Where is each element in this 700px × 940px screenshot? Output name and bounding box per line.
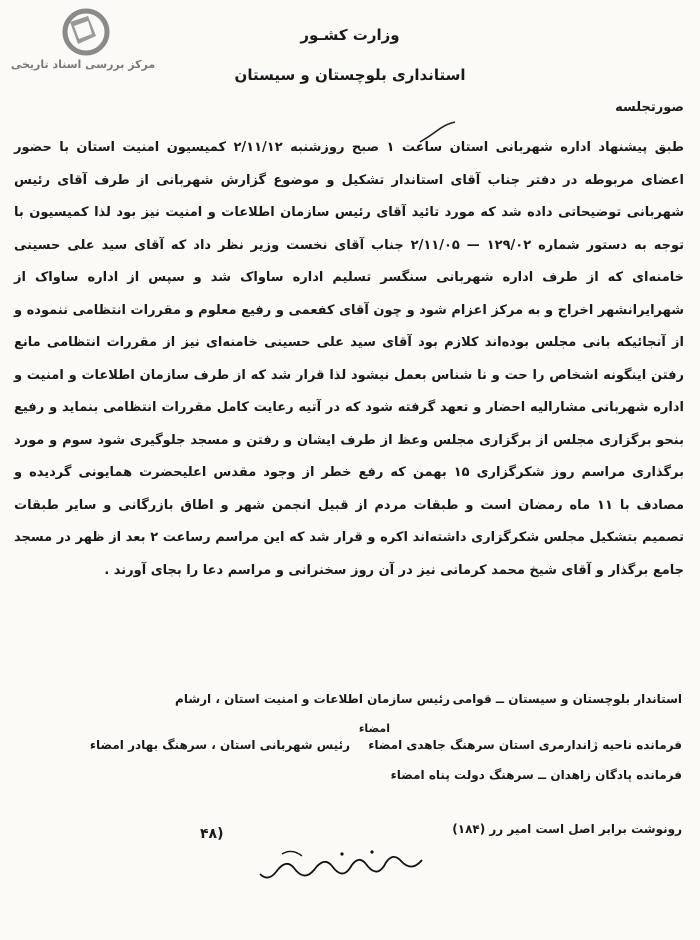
intel-chief-signature-line: رئیس سازمان اطلاعات و امنیت استان ، ارشام (175, 692, 450, 706)
zone-commander-signature-line: فرمانده ناحیه ژاندارمری استان سرهنگ جاهدی امضاء (368, 738, 682, 752)
garrison-commander-signature-line: فرمانده پادگان زاهدان ــ سرهنگ دولت پناه امضاء (390, 768, 682, 782)
minutes-body (14, 132, 684, 587)
watermark-text: مرکز بررسی اسناد تاریخی (10, 58, 156, 71)
governor-signature-line: استاندار بلوچستان و سیستان ــ قوامی (452, 692, 682, 706)
document-number: ۴۸) (200, 826, 224, 842)
signed-mark: امضاء (358, 722, 390, 735)
minutes-paragraph: طبق پیشنهاد اداره شهربانی استان ساعت ۱ صبح روزشنبه ۲/۱۱/۱۲ کمیسیون امنیت استان با حضور اعضای مربوطه در دفتر جناب آقای استاندار تشکیل و موضوع گزارش شهربانی از طرف آقای رئیس شهربانی توضیحاتی داده شد که مورد تائید آقای رئیس سازمان اطلاعات و امنیت نیز بود لذا کمیسیون با توجه به دستور شماره ۱۲۹/۰۲ — ۲/۱۱/۰۵ جناب آقای نخست وزیر نظر داد که آقای سید علی حسینی خامنه‌ای که از طرف اداره شهربانی سنگسر تسلیم اداره ساواک شد و سپس از اداره ساواک از شهرایرانشهر اخراج و به مرکز اعزام شود و چون آقای کفعمی و رفیع معلوم و مقررات انتظامی ننموده و از آنجائیکه بانی مجلس بوده‌اند کلازم بود آقای سید علی حسینی خامنه‌ای نیز از مقررات انتظامی مانع رفتن اینگونه اشخاص را حت و نا شناس بعمل نیشود لذا قرار شد که از طرف سازمان اطلاعات و امنیت و اداره شهربانی مشارالیه احضار و تعهد گرفته شود که در آتیه رعایت کامل مقررات انتظامی بنماید و رفیع بنحو برگزاری مجلس از برگزاری مجلس وعظ از طرف ایشان و رفتن و مسجد جلوگیری شود سوم و مورد برگذاری مراسم روز شکرگزاری ۱۵ بهمن که رفع خطر از وجود مقدس اعلیحضرت همایونی گردیده و مصادف با ۱۱ ماه رمضان است و طبقات مردم از قبیل انجمن شهر و اطاق بازرگانی و سایر طبقات تصمیم بتشکیل مجلس شکرگزاری داشته‌اند اکره و قرار شد که این مراسم رساعت ۲ بعد از ظهر در مسجد جامع برگذار و آقای شیخ محمد کرمانی نیز در آن روز سخنرانی و مراسم دعا را بجای آورند . (14, 140, 685, 578)
document-subject: صورتجلسه (615, 100, 684, 115)
governorate-title: استانداری بلوچستان و سیستان (234, 66, 466, 84)
police-chief-signature-line: رئیس شهربانی استان ، سرهنگ بهادر امضاء (89, 738, 350, 752)
certified-copy-note: رونوشت برابر اصل است امیر رر (۱۸۴) (452, 822, 682, 836)
ministry-title: وزارت کشـور (300, 26, 400, 44)
handwritten-signature (252, 842, 432, 892)
